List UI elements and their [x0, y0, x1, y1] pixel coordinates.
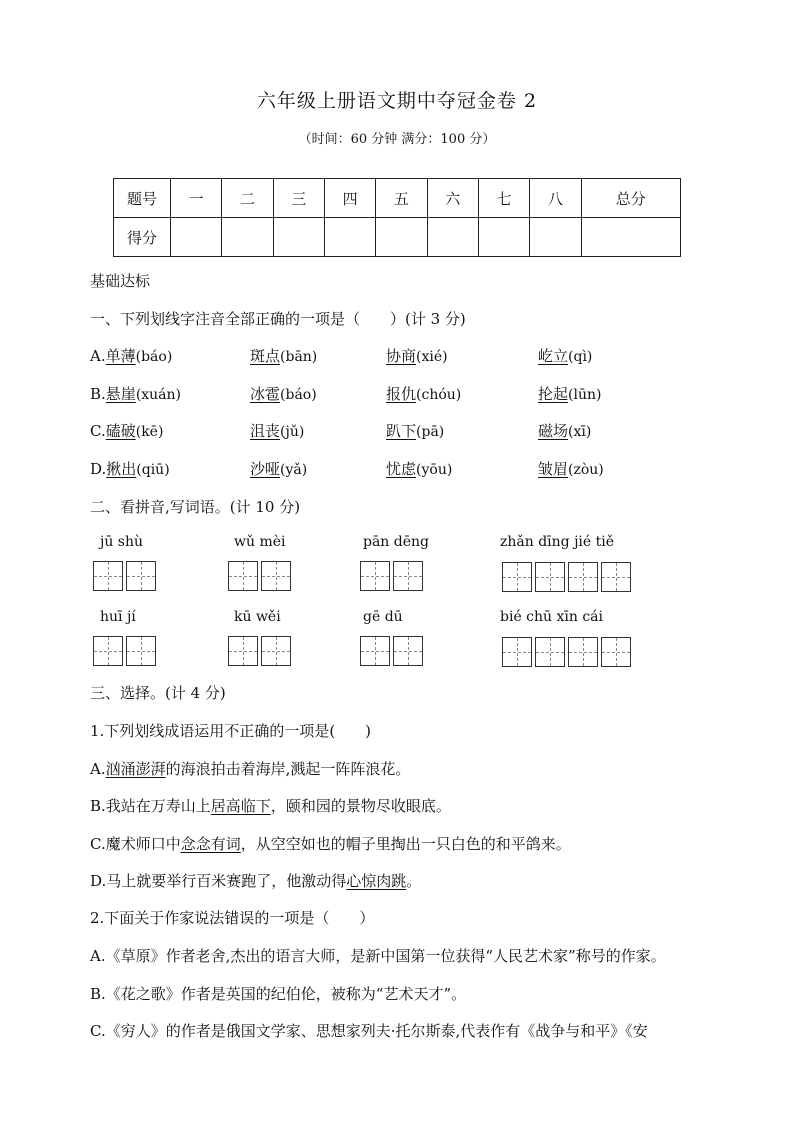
- writing-grid[interactable]: [228, 636, 291, 666]
- tian-cell[interactable]: [360, 561, 390, 591]
- underlined-word: 磕破: [105, 422, 136, 440]
- underlined-word: 沮丧: [250, 422, 281, 440]
- score-cell: 四: [324, 179, 375, 218]
- underlined-idiom: 居高临下: [210, 797, 271, 815]
- q3-1-option-d[interactable]: [90, 870, 421, 891]
- score-table: [113, 178, 681, 257]
- q1-a-item-4: [538, 345, 592, 366]
- q1-c-item-4: [538, 420, 591, 441]
- tian-cell[interactable]: [502, 562, 532, 592]
- tian-cell[interactable]: [601, 562, 631, 592]
- writing-grid[interactable]: [360, 636, 423, 666]
- q1-b-item-3: [386, 383, 461, 404]
- underlined-word: 悬崖: [105, 385, 136, 403]
- pinyin: (jǔ): [280, 424, 305, 440]
- writing-grid[interactable]: [502, 562, 631, 592]
- tian-cell[interactable]: [393, 636, 423, 666]
- underlined-word: 揪出: [106, 460, 137, 478]
- pinyin: (lūn): [568, 387, 602, 403]
- pinyin-prompt: gē dū: [363, 609, 403, 625]
- writing-grid[interactable]: [228, 561, 291, 591]
- tian-cell[interactable]: [261, 636, 291, 666]
- pinyin: (xī): [568, 424, 592, 440]
- writing-grid[interactable]: [93, 561, 156, 591]
- tian-cell[interactable]: [93, 561, 123, 591]
- option-text: ，从空空如也的帽子里掏出一只白色的和平鸽来。: [240, 835, 571, 853]
- score-blank-cell[interactable]: [376, 218, 427, 257]
- q3-2-option-a[interactable]: A.《草原》作者老舍,杰出的语言大师，是新中国第一位获得“人民艺术家”称号的作家。: [90, 947, 666, 965]
- q3-2-question: 2.下面关于作家说法错误的一项是（ ）: [90, 909, 375, 927]
- tian-cell[interactable]: [393, 561, 423, 591]
- underlined-word: 单薄: [105, 347, 136, 365]
- pinyin: (xié): [416, 349, 448, 365]
- q3-1-option-a[interactable]: [90, 758, 410, 779]
- q3-1-question: 1.下列划线成语运用不正确的一项是( ): [90, 722, 372, 740]
- q1-option-b[interactable]: [90, 383, 181, 404]
- option-text: B.我站在万寿山上: [90, 797, 211, 815]
- option-prefix: A.: [90, 347, 106, 365]
- q3-heading: 三、选择。(计 4 分): [90, 684, 226, 702]
- tian-cell[interactable]: [568, 562, 598, 592]
- tian-cell[interactable]: [535, 637, 565, 667]
- q1-a-item-3: [386, 345, 448, 366]
- score-cell: 八: [530, 179, 581, 218]
- tian-cell[interactable]: [535, 562, 565, 592]
- q1-d-item-4: [538, 458, 604, 479]
- score-cell: 三: [273, 179, 324, 218]
- underlined-word: 沙哑: [250, 460, 281, 478]
- pinyin-prompt: jū shù: [100, 534, 144, 550]
- q3-2-option-c[interactable]: C.《穷人》的作者是俄国文学家、思想家列夫·托尔斯泰,代表作有《战争与和平》《安: [90, 1022, 648, 1040]
- underlined-idiom: 心惊肉跳: [346, 872, 407, 890]
- q1-option-c[interactable]: [90, 420, 163, 441]
- tian-cell[interactable]: [126, 636, 156, 666]
- underlined-word: 协商: [386, 347, 417, 365]
- score-cell: 七: [478, 179, 529, 218]
- pinyin: (kē): [135, 424, 164, 440]
- pinyin: (báo): [135, 349, 173, 365]
- score-blank-cell[interactable]: [530, 218, 581, 257]
- q1-b-item-4: [538, 383, 601, 404]
- tian-cell[interactable]: [261, 561, 291, 591]
- tian-cell[interactable]: [502, 637, 532, 667]
- writing-grid[interactable]: [360, 561, 423, 591]
- score-blank-cell[interactable]: [581, 218, 681, 257]
- tian-cell[interactable]: [93, 636, 123, 666]
- exam-info: （时间：60 分钟 满分：100 分）: [298, 132, 496, 147]
- underlined-word: 磁场: [538, 422, 569, 440]
- score-cell: 总分: [581, 179, 681, 218]
- pinyin: (xuán): [135, 387, 182, 403]
- score-blank-cell[interactable]: [171, 218, 222, 257]
- pinyin-prompt: kū wěi: [234, 609, 281, 625]
- q3-1-option-b[interactable]: [90, 795, 451, 816]
- score-table-header-row: [114, 179, 681, 218]
- underlined-idiom: 汹涌澎湃: [105, 760, 166, 778]
- score-cell: 六: [427, 179, 478, 218]
- pinyin-prompt: wǔ mèi: [234, 534, 286, 550]
- score-row-label: 得分: [114, 218, 171, 257]
- writing-grid[interactable]: [93, 636, 156, 666]
- pinyin-prompt: huī jí: [100, 609, 136, 625]
- writing-grid[interactable]: [502, 637, 631, 667]
- tian-cell[interactable]: [601, 637, 631, 667]
- pinyin-prompt: zhǎn dīng jié tiě: [500, 534, 615, 550]
- tian-cell[interactable]: [228, 636, 258, 666]
- option-prefix: B.: [90, 385, 106, 403]
- option-text: 。: [406, 872, 422, 890]
- option-text: 的海浪拍击着海岸,溅起一阵阵浪花。: [165, 760, 411, 778]
- score-cell: 一: [171, 179, 222, 218]
- score-blank-cell[interactable]: [478, 218, 529, 257]
- q1-d-item-3: [386, 458, 452, 479]
- pinyin: (báo): [280, 387, 317, 403]
- pinyin: (zòu): [568, 462, 604, 478]
- q1-option-d[interactable]: [90, 458, 170, 479]
- page-title: 六年级上册语文期中夺冠金卷 2: [256, 90, 538, 112]
- pinyin: (chóu): [416, 387, 462, 403]
- pinyin: (bān): [280, 349, 318, 365]
- option-text: C.魔术师口中: [90, 835, 181, 853]
- score-blank-cell[interactable]: [324, 218, 375, 257]
- q3-1-option-c[interactable]: [90, 833, 571, 854]
- tian-cell[interactable]: [126, 561, 156, 591]
- option-text: D.马上就要举行百米赛跑了，他激动得: [90, 872, 347, 890]
- q1-a-item-2: [250, 345, 317, 366]
- q1-b-item-2: [250, 383, 317, 404]
- q1-c-item-2: [250, 420, 304, 441]
- underlined-word: 斑点: [250, 347, 281, 365]
- q1-d-item-2: [250, 458, 307, 479]
- score-blank-cell[interactable]: [273, 218, 324, 257]
- tian-cell[interactable]: [568, 637, 598, 667]
- underlined-word: 冰雹: [250, 385, 281, 403]
- underlined-word: 皱眉: [538, 460, 569, 478]
- score-table-score-row: [114, 218, 681, 257]
- score-blank-cell[interactable]: [222, 218, 273, 257]
- tian-cell[interactable]: [360, 636, 390, 666]
- q1-c-item-3: [386, 420, 444, 441]
- pinyin-prompt: pān dēng: [363, 534, 430, 550]
- q1-heading: 一、下列划线字注音全部正确的一项是（ ）(计 3 分): [90, 310, 466, 328]
- underlined-word: 趴下: [386, 422, 417, 440]
- q3-2-option-b[interactable]: B.《花之歌》作者是英国的纪伯伦，被称为“艺术天才”。: [90, 985, 467, 1003]
- pinyin: (qì): [568, 349, 593, 365]
- score-blank-cell[interactable]: [427, 218, 478, 257]
- score-cell: 二: [222, 179, 273, 218]
- option-text: A.: [90, 760, 106, 778]
- pinyin: (yǎ): [280, 462, 308, 478]
- underlined-word: 忧虑: [386, 460, 417, 478]
- pinyin-prompt: bié chū xīn cái: [500, 609, 604, 625]
- option-prefix: C.: [90, 422, 106, 440]
- underlined-word: 屹立: [538, 347, 569, 365]
- score-cell: 题号: [114, 179, 171, 218]
- tian-cell[interactable]: [228, 561, 258, 591]
- pinyin: (pā): [416, 424, 445, 440]
- underlined-idiom: 念念有词: [180, 835, 241, 853]
- underlined-word: 报仇: [386, 385, 417, 403]
- option-text: ，颐和园的景物尽收眼底。: [270, 797, 451, 815]
- pinyin: (yōu): [416, 462, 453, 478]
- score-cell: 五: [376, 179, 427, 218]
- option-prefix: D.: [90, 460, 107, 478]
- q2-heading: 二、看拼音,写词语。(计 10 分): [90, 498, 301, 516]
- section-heading-basic: 基础达标: [90, 272, 151, 290]
- underlined-word: 抡起: [538, 385, 569, 403]
- pinyin: (qiū): [136, 462, 170, 478]
- q1-option-a[interactable]: [90, 345, 172, 366]
